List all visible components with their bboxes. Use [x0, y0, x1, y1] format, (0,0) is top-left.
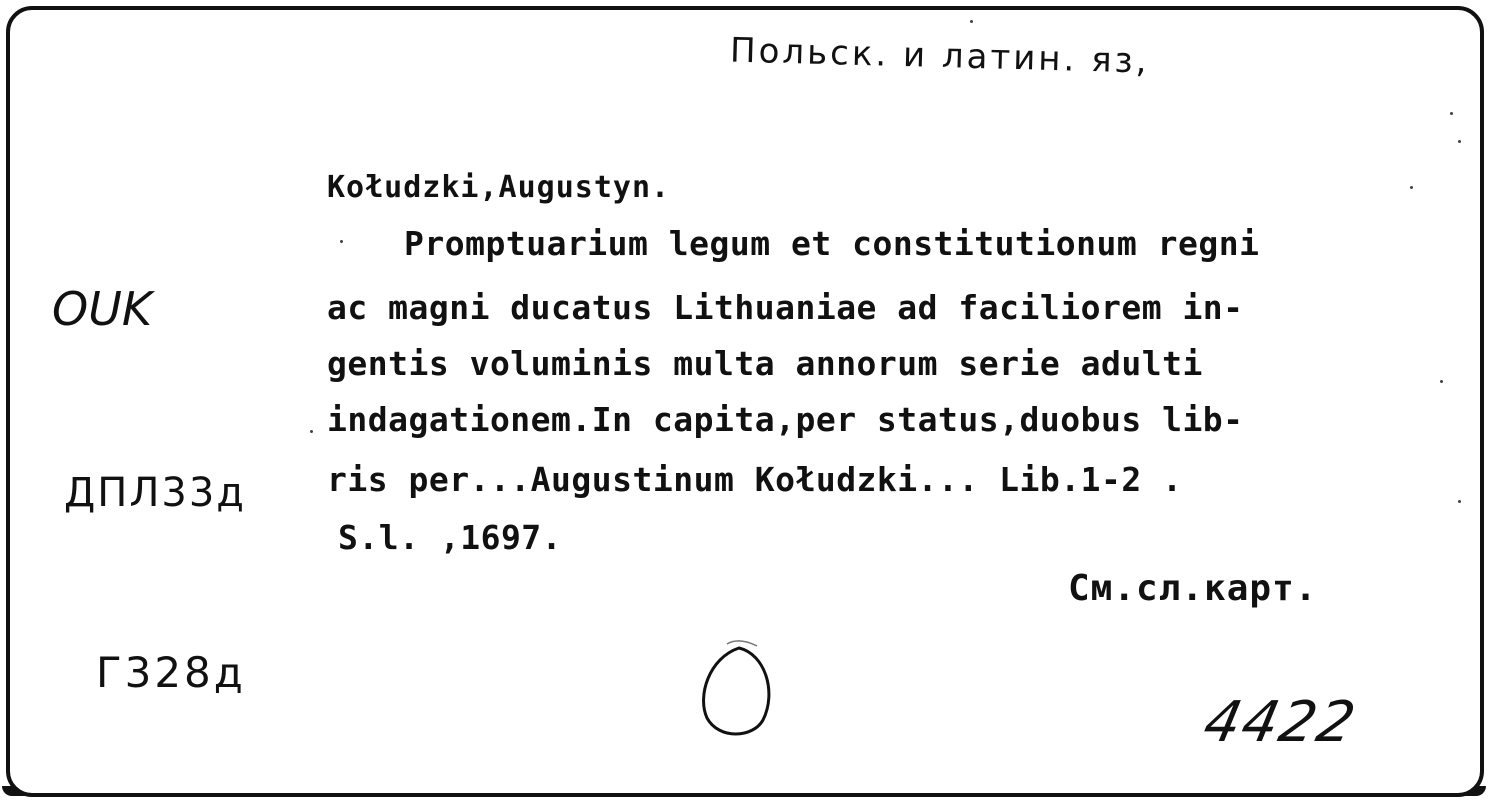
shelfmark-call-number: ДПЛ33д — [64, 470, 246, 516]
paper-speck — [1458, 500, 1461, 503]
description-line: Promptuarium legum et constitutionum regni — [404, 224, 1260, 263]
description-line: ac magni ducatus Lithuaniae ad faciliorem in- — [327, 288, 1244, 327]
paper-speck — [1440, 380, 1443, 383]
circle-mark-icon — [697, 640, 777, 740]
paper-speck — [340, 240, 343, 243]
description-line: indagationem.In capita,per status,duobus lib- — [327, 400, 1244, 439]
author-heading: Kołudzki,Augustyn. — [327, 170, 671, 205]
paper-speck — [1458, 140, 1461, 143]
description-line: S.l. ,1697. — [338, 518, 563, 557]
description-line: gentis voluminis multa annorum serie adulti — [327, 344, 1203, 383]
paper-speck — [1450, 112, 1453, 115]
description-line: ris per...Augustinum Kołudzki... Lib.1-2 . — [327, 460, 1183, 499]
paper-speck — [1410, 186, 1413, 189]
language-note: Польск. и латин. яз, — [729, 30, 1150, 82]
paper-speck — [970, 20, 973, 23]
shelfmark-collection: OUK — [52, 282, 153, 336]
paper-speck — [310, 430, 313, 433]
cross-reference: См.сл.карт. — [1068, 568, 1318, 609]
card-number: 4422 — [1198, 690, 1363, 755]
shelfmark-location: Г328д — [96, 648, 246, 697]
